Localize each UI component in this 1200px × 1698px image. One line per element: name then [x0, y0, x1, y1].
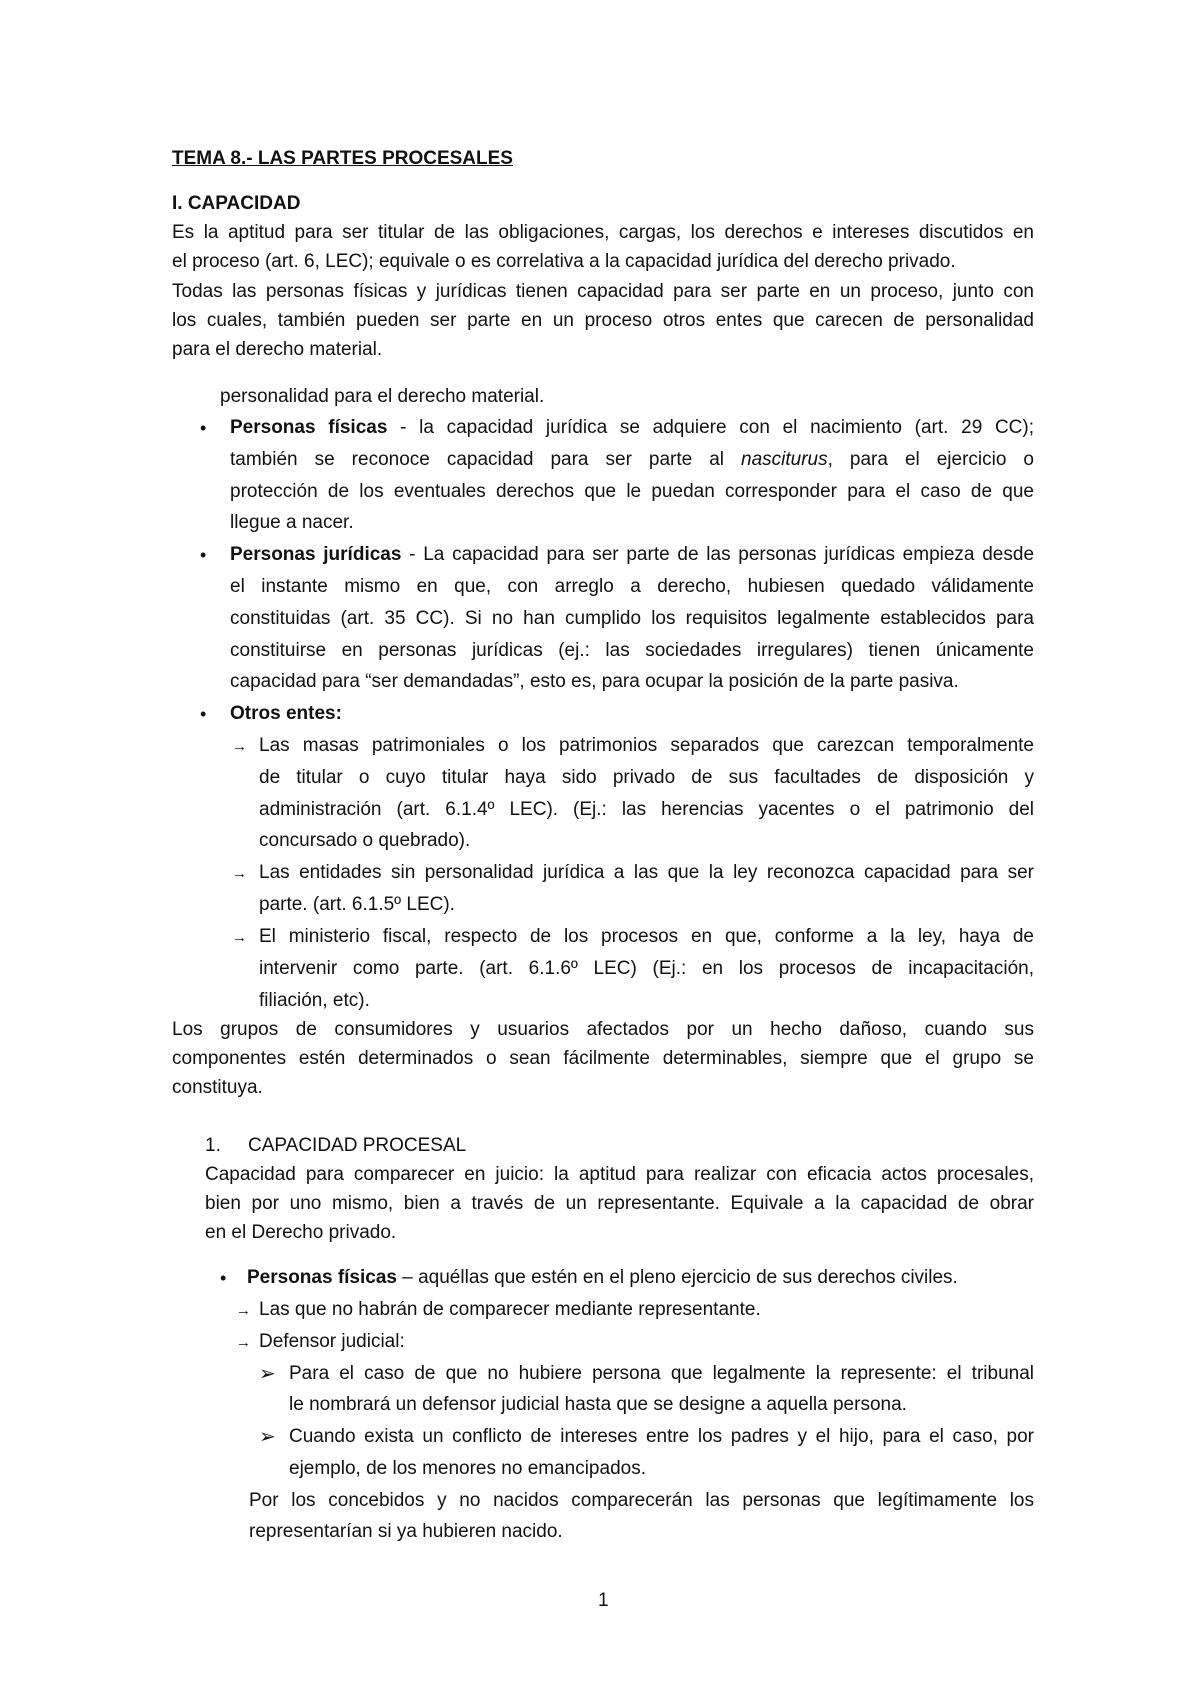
arrow-icon: →: [236, 1334, 251, 1351]
bullet-text: , para el ejercicio o: [827, 449, 1034, 470]
paragraph-line: componentes estén determinados o sean fácilmente determinables, siempre que el grupo se: [172, 1048, 1034, 1069]
sub-sub-item-line: le nombrará un defensor judicial hasta que se designe a aquella persona.: [289, 1394, 907, 1415]
bullet-item-otros-entes: Otros entes:: [230, 703, 342, 724]
bullet-item-personas-juridicas: [230, 543, 1034, 567]
paragraph-line: el proceso (art. 6, LEC); equivale o es correlativa a la capacidad jurídica del derecho privado.: [172, 251, 956, 272]
paragraph-line: representarían si ya hubieren nacido.: [249, 1521, 563, 1542]
sub-item-line: Las que no habrán de comparecer mediante representante.: [259, 1299, 761, 1320]
paragraph-line: Por los concebidos y no nacidos comparecerán las personas que legítimamente los: [249, 1490, 1034, 1511]
bullet-line: capacidad para “ser demandadas”, esto es, para ocupar la posición de la parte pasiva.: [230, 671, 959, 692]
bullet-term: Personas jurídicas: [230, 544, 402, 565]
bullet-term: Personas físicas: [247, 1267, 397, 1288]
sub-sub-item-line: Para el caso de que no hubiere persona que legalmente la represente: el tribunal: [289, 1363, 1034, 1384]
paragraph-line: bien por uno mismo, bien a través de un representante. Equivale a la capacidad de obrar: [205, 1193, 1034, 1214]
arrow-icon: →: [232, 865, 247, 882]
bullet-line: constituidas (art. 35 CC). Si no han cumplido los requisitos legalmente establecidos para: [230, 608, 1034, 629]
bullet-icon: •: [200, 545, 207, 565]
sub-item-line: El ministerio fiscal, respecto de los procesos en que, conforme a la ley, haya de: [259, 926, 1034, 947]
sub-item-line: intervenir como parte. (art. 6.1.6º LEC) (Ej.: en los procesos de incapacitación,: [259, 958, 1034, 979]
section-heading-capacidad: I. CAPACIDAD: [172, 193, 301, 214]
bullet-line: [230, 448, 1034, 472]
paragraph-line: Los grupos de consumidores y usuarios afectados por un hecho dañoso, cuando sus: [172, 1019, 1034, 1040]
paragraph-line: Todas las personas físicas y jurídicas tienen capacidad para ser parte en un proceso, junto con: [172, 281, 1034, 302]
bullet-line: el instante mismo en que, con arreglo a derecho, hubiesen quedado válidamente: [230, 576, 1034, 597]
paragraph-line: para el derecho material.: [172, 339, 383, 360]
sub-item-line: de titular o cuyo titular haya sido privado de sus facultades de disposición y: [259, 767, 1034, 788]
section-number: 1.: [205, 1135, 221, 1156]
paragraph-line: Es la aptitud para ser titular de las obligaciones, cargas, los derechos e intereses discutidos en: [172, 222, 1034, 243]
bullet-icon: •: [220, 1268, 227, 1288]
page-number: 1: [598, 1590, 609, 1611]
document-title: TEMA 8.- LAS PARTES PROCESALES: [172, 148, 513, 169]
paragraph-line: los cuales, también pueden ser parte en un proceso otros entes que carecen de personalidad: [172, 310, 1034, 331]
pointer-icon: ➢: [259, 1363, 276, 1385]
sub-sub-item-line: Cuando exista un conflicto de intereses entre los padres y el hijo, para el caso, por: [289, 1426, 1034, 1447]
bullet-line: protección de los eventuales derechos que le puedan corresponder para el caso de que: [230, 481, 1034, 502]
bullet-text: - la capacidad jurídica se adquiere con el nacimiento (art. 29 CC);: [387, 417, 1034, 438]
bullet-term: Personas físicas: [230, 417, 388, 438]
paragraph-line: constituya.: [172, 1077, 263, 1098]
bullet-line: llegue a nacer.: [230, 512, 354, 533]
sub-item-line: Defensor judicial:: [259, 1331, 405, 1352]
arrow-icon: →: [232, 929, 247, 946]
bullet-line: constituirse en personas jurídicas (ej.: las sociedades irregulares) tienen únicamente: [230, 640, 1034, 661]
paragraph-line: Capacidad para comparecer en juicio: la aptitud para realizar con eficacia actos procesales,: [205, 1164, 1034, 1185]
bullet-text: – aquéllas que estén en el pleno ejercicio de sus derechos civiles.: [396, 1267, 958, 1288]
sub-item-line: Las masas patrimoniales o los patrimonios separados que carezcan temporalmente: [259, 735, 1034, 756]
sub-item-line: filiación, etc).: [259, 990, 370, 1011]
bullet-icon: •: [200, 704, 207, 724]
sub-item-line: administración (art. 6.1.4º LEC). (Ej.: las herencias yacentes o el patrimonio del: [259, 799, 1034, 820]
sub-sub-item-line: ejemplo, de los menores no emancipados.: [289, 1458, 646, 1479]
bullet-text: también se reconoce capacidad para ser parte al: [230, 449, 742, 470]
bullet-item-personas-fisicas: [230, 416, 1034, 440]
sub-item-line: concursado o quebrado).: [259, 830, 471, 851]
arrow-icon: →: [236, 1302, 251, 1319]
bullet-icon: •: [200, 418, 207, 438]
italic-term: nasciturus: [741, 449, 828, 470]
paragraph-line: en el Derecho privado.: [205, 1222, 397, 1243]
section-heading-capacidad-procesal: CAPACIDAD PROCESAL: [248, 1135, 467, 1156]
arrow-icon: →: [232, 738, 247, 755]
pointer-icon: ➢: [259, 1426, 276, 1448]
sub-item-line: Las entidades sin personalidad jurídica a las que la ley reconozca capacidad para ser: [259, 862, 1034, 883]
bullet-item-personas-fisicas-procesal: [247, 1266, 958, 1290]
paragraph-line: personalidad para el derecho material.: [220, 386, 545, 407]
sub-item-line: parte. (art. 6.1.5º LEC).: [259, 894, 455, 915]
bullet-text: - La capacidad para ser parte de las personas jurídicas empieza desde: [401, 544, 1035, 565]
